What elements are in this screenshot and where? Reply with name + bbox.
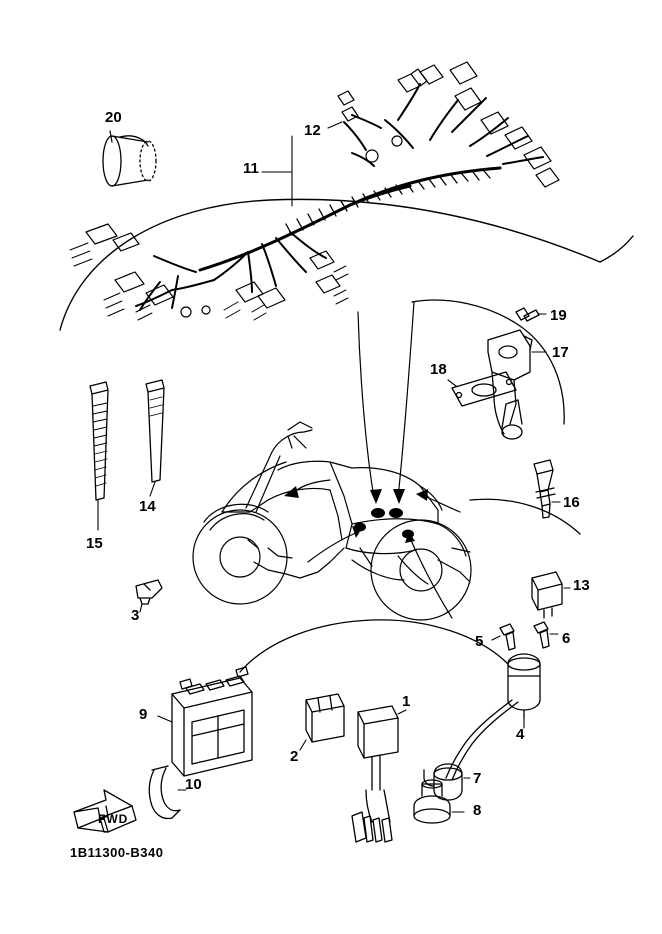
leader-12 — [328, 122, 342, 128]
callout-13: 13 — [573, 577, 590, 594]
leader-1 — [398, 710, 406, 714]
leader-2 — [300, 740, 306, 750]
leader-5 — [492, 636, 500, 640]
callout-12: 12 — [304, 122, 321, 139]
leader-11 — [262, 136, 292, 206]
part-11-wire-harness — [70, 62, 559, 320]
part-15-band — [90, 382, 108, 500]
callout-4: 4 — [516, 726, 525, 743]
part-16-plug-cap — [534, 460, 555, 518]
part-1-cdi-unit — [352, 706, 398, 842]
leader-9 — [158, 716, 172, 722]
part-3-clip — [136, 580, 162, 604]
part-7-spark-plug-cap — [424, 764, 462, 800]
top-detail-boundary — [60, 199, 633, 330]
callout-9: 9 — [139, 706, 148, 723]
callout-20: 20 — [105, 109, 122, 126]
part-10-breather-hose — [149, 766, 180, 819]
callout-18: 18 — [430, 361, 447, 378]
callout-3: 3 — [131, 607, 140, 624]
part-19-bolt — [516, 308, 539, 321]
callout-7: 7 — [473, 770, 482, 787]
part-6-bolt — [534, 622, 549, 648]
callout-15: 15 — [86, 535, 103, 552]
callout-2: 2 — [290, 748, 299, 765]
part-13-relay — [532, 572, 562, 618]
leader-18 — [448, 380, 456, 386]
part-2-rectifier — [306, 694, 344, 742]
callout-10: 10 — [185, 776, 202, 793]
callout-17: 17 — [552, 344, 569, 361]
part-14-band — [146, 380, 164, 482]
callout-8: 8 — [473, 802, 482, 819]
callout-6: 6 — [562, 630, 571, 647]
location-arrows — [284, 302, 460, 618]
callout-1: 1 — [402, 693, 411, 710]
part-4-ignition-coil — [446, 654, 540, 780]
part-5-bolt — [500, 624, 515, 650]
leader-3 — [140, 604, 142, 612]
scooter-illustration — [193, 422, 471, 620]
callout-16: 16 — [563, 494, 580, 511]
fwd-label: FWD — [98, 812, 129, 826]
leader-14 — [150, 482, 155, 496]
diagram-part-code: 1B11300-B340 — [70, 845, 164, 860]
part-20-sleeve — [103, 136, 156, 186]
callout-5: 5 — [475, 633, 484, 650]
callout-14: 14 — [139, 498, 156, 515]
part-9-battery — [172, 667, 252, 776]
callout-11: 11 — [243, 160, 259, 177]
callout-19: 19 — [550, 307, 567, 324]
